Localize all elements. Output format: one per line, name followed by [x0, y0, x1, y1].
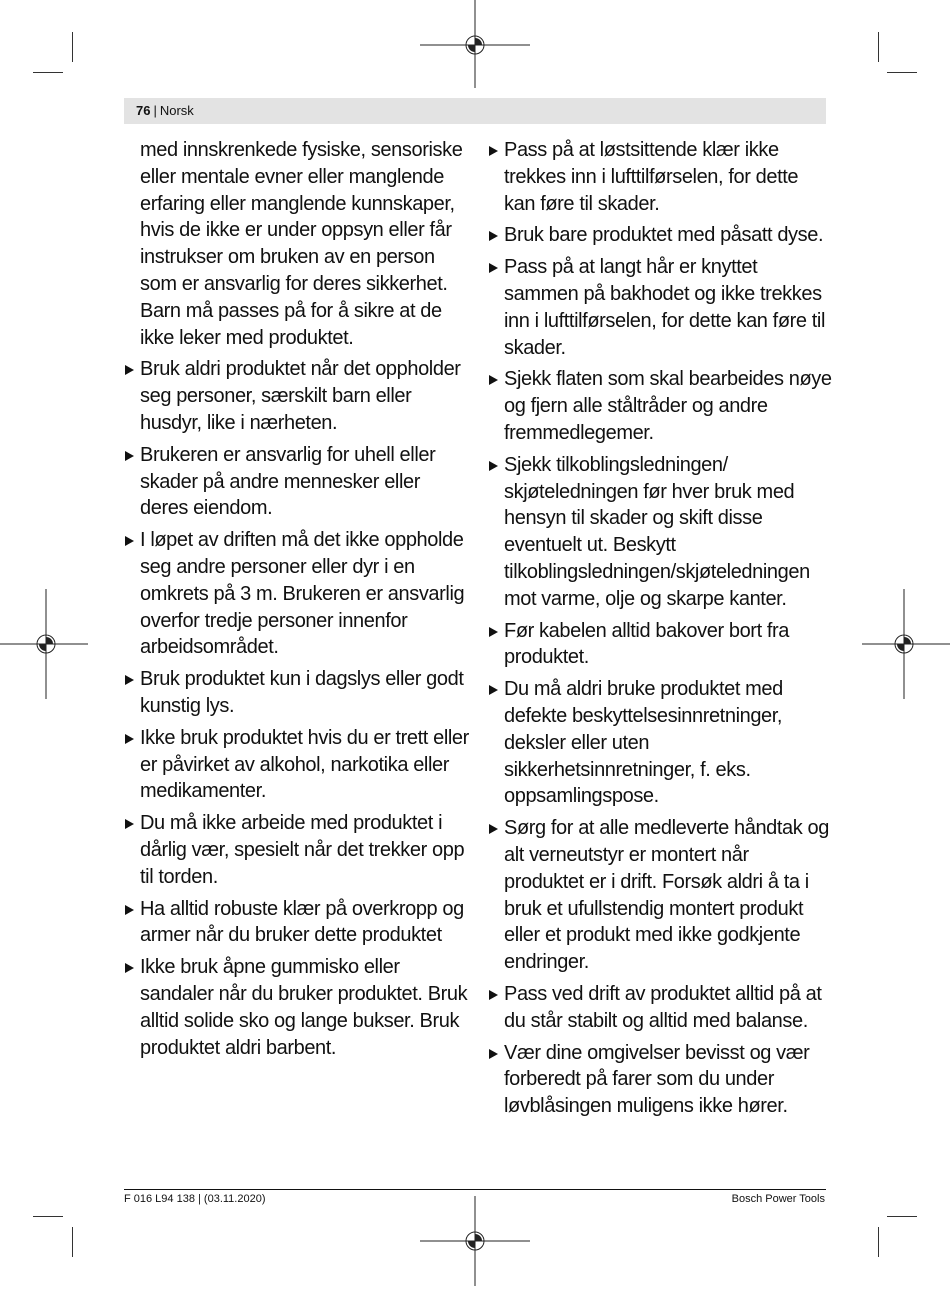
list-item: Ikke bruk åpne gummisko eller sandaler når du bruker produktet. Bruk alltid solide sko og lange bukser. Bruk produktet aldri barbent.: [124, 954, 469, 1061]
registration-mark-right: [860, 589, 950, 699]
bullet-triangle-icon: [125, 451, 134, 461]
bullet-triangle-icon: [489, 231, 498, 241]
bullet-triangle-icon: [489, 824, 498, 834]
bullet-triangle-icon: [125, 536, 134, 546]
crop-mark: [72, 32, 73, 62]
crop-mark: [878, 32, 879, 62]
crop-mark: [33, 72, 63, 73]
list-item: Pass på at løstsittende klær ikke trekkes inn i lufttilførselen, for dette kan føre til skader.: [488, 137, 833, 217]
list-item: Sjekk tilkoblingsledningen/ skjøteledningen før hver bruk med hensyn til skader og skift disse eventuelt ut. Beskytt tilkoblingsledningen/skjøteledningen mot varme, olje og skarpe kanter.: [488, 452, 833, 613]
list-item: Pass ved drift av produktet alltid på at du står stabilt og alltid med balanse.: [488, 981, 833, 1035]
bullet-triangle-icon: [489, 146, 498, 156]
crop-mark: [72, 1227, 73, 1257]
footer-brand: Bosch Power Tools: [731, 1193, 825, 1205]
footer-doc-id: F 016 L94 138 | (03.11.2020): [124, 1193, 266, 1205]
continuation-paragraph: med innskrenkede fysiske, sensoriske eller mentale evner eller manglende erfaring eller manglende kunnskaper, hvis de ikke er under oppsyn eller får instrukser om bruken av en person som er ansvarlig for deres sikkerhet. Barn må passes på for å sikre at de ikke leker med produktet.: [140, 139, 463, 349]
list-item: Bruk produktet kun i dagslys eller godt kunstig lys.: [124, 666, 469, 720]
list-item: Før kabelen alltid bakover bort fra produktet.: [488, 618, 833, 672]
footer-divider: [124, 1189, 826, 1190]
crop-mark: [887, 1216, 917, 1217]
list-item: Bruk bare produktet med påsatt dyse.: [488, 222, 833, 249]
bullet-triangle-icon: [489, 375, 498, 385]
list-item: Du må aldri bruke produktet med defekte beskyttelsesinnretninger, deksler eller uten sikkerhetsinnretninger, f. eks. oppsamlingspose.: [488, 676, 833, 810]
registration-mark-top: [420, 0, 530, 90]
list-item: Ikke bruk produktet hvis du er trett eller er påvirket av alkohol, narkotika eller medikamenter.: [124, 725, 469, 805]
bullet-triangle-icon: [125, 963, 134, 973]
list-item: Du må ikke arbeide med produktet i dårlig vær, spesielt når det trekker opp til torden.: [124, 810, 469, 890]
bullet-triangle-icon: [125, 905, 134, 915]
bullet-triangle-icon: [489, 627, 498, 637]
crop-mark: [33, 1216, 63, 1217]
bullet-triangle-icon: [489, 461, 498, 471]
bullet-triangle-icon: [125, 675, 134, 685]
page-header: [136, 103, 194, 119]
page-number: 76: [136, 103, 151, 118]
bullet-triangle-icon: [489, 685, 498, 695]
page-header-bar: [124, 98, 826, 124]
header-separator: |: [153, 103, 157, 118]
list-item: Sjekk flaten som skal bearbeides nøye og fjern alle ståltråder og andre fremmedlegemer.: [488, 366, 833, 446]
list-item: I løpet av driften må det ikke oppholde seg andre personer eller dyr i en omkrets på 3 m. Brukeren er ansvarlig overfor tredje personer innenfor arbeidsområdet.: [124, 527, 469, 661]
crop-mark: [878, 1227, 879, 1257]
list-item: Brukeren er ansvarlig for uhell eller skader på andre mennesker eller deres eiendom.: [124, 442, 469, 522]
right-column: [488, 137, 833, 1120]
bullet-triangle-icon: [125, 365, 134, 375]
list-item: Sørg for at alle medleverte håndtak og alt verneutstyr er montert når produktet er i drift. Forsøk aldri å ta i bruk et ufullstendig montert produkt eller et produkt med ikke godkjente endringer.: [488, 815, 833, 976]
bullet-triangle-icon: [125, 819, 134, 829]
header-language: Norsk: [159, 103, 194, 118]
registration-mark-bottom: [420, 1196, 530, 1286]
bullet-triangle-icon: [125, 734, 134, 744]
list-item: Vær dine omgivelser bevisst og vær forberedt på farer som du under løvblåsingen muligens ikke hører.: [488, 1040, 833, 1120]
list-item: Pass på at langt hår er knyttet sammen på bakhodet og ikke trekkes inn i lufttilførselen, for dette kan føre til skader.: [488, 254, 833, 361]
bullet-triangle-icon: [489, 1049, 498, 1059]
list-item: Bruk aldri produktet når det oppholder seg personer, særskilt barn eller husdyr, like i nærheten.: [124, 356, 469, 436]
bullet-triangle-icon: [489, 263, 498, 273]
crop-mark: [887, 72, 917, 73]
bullet-triangle-icon: [489, 990, 498, 1000]
list-item: Ha alltid robuste klær på overkropp og armer når du bruker dette produktet: [124, 896, 469, 950]
registration-mark-left: [0, 589, 90, 699]
left-column: [124, 137, 469, 1061]
